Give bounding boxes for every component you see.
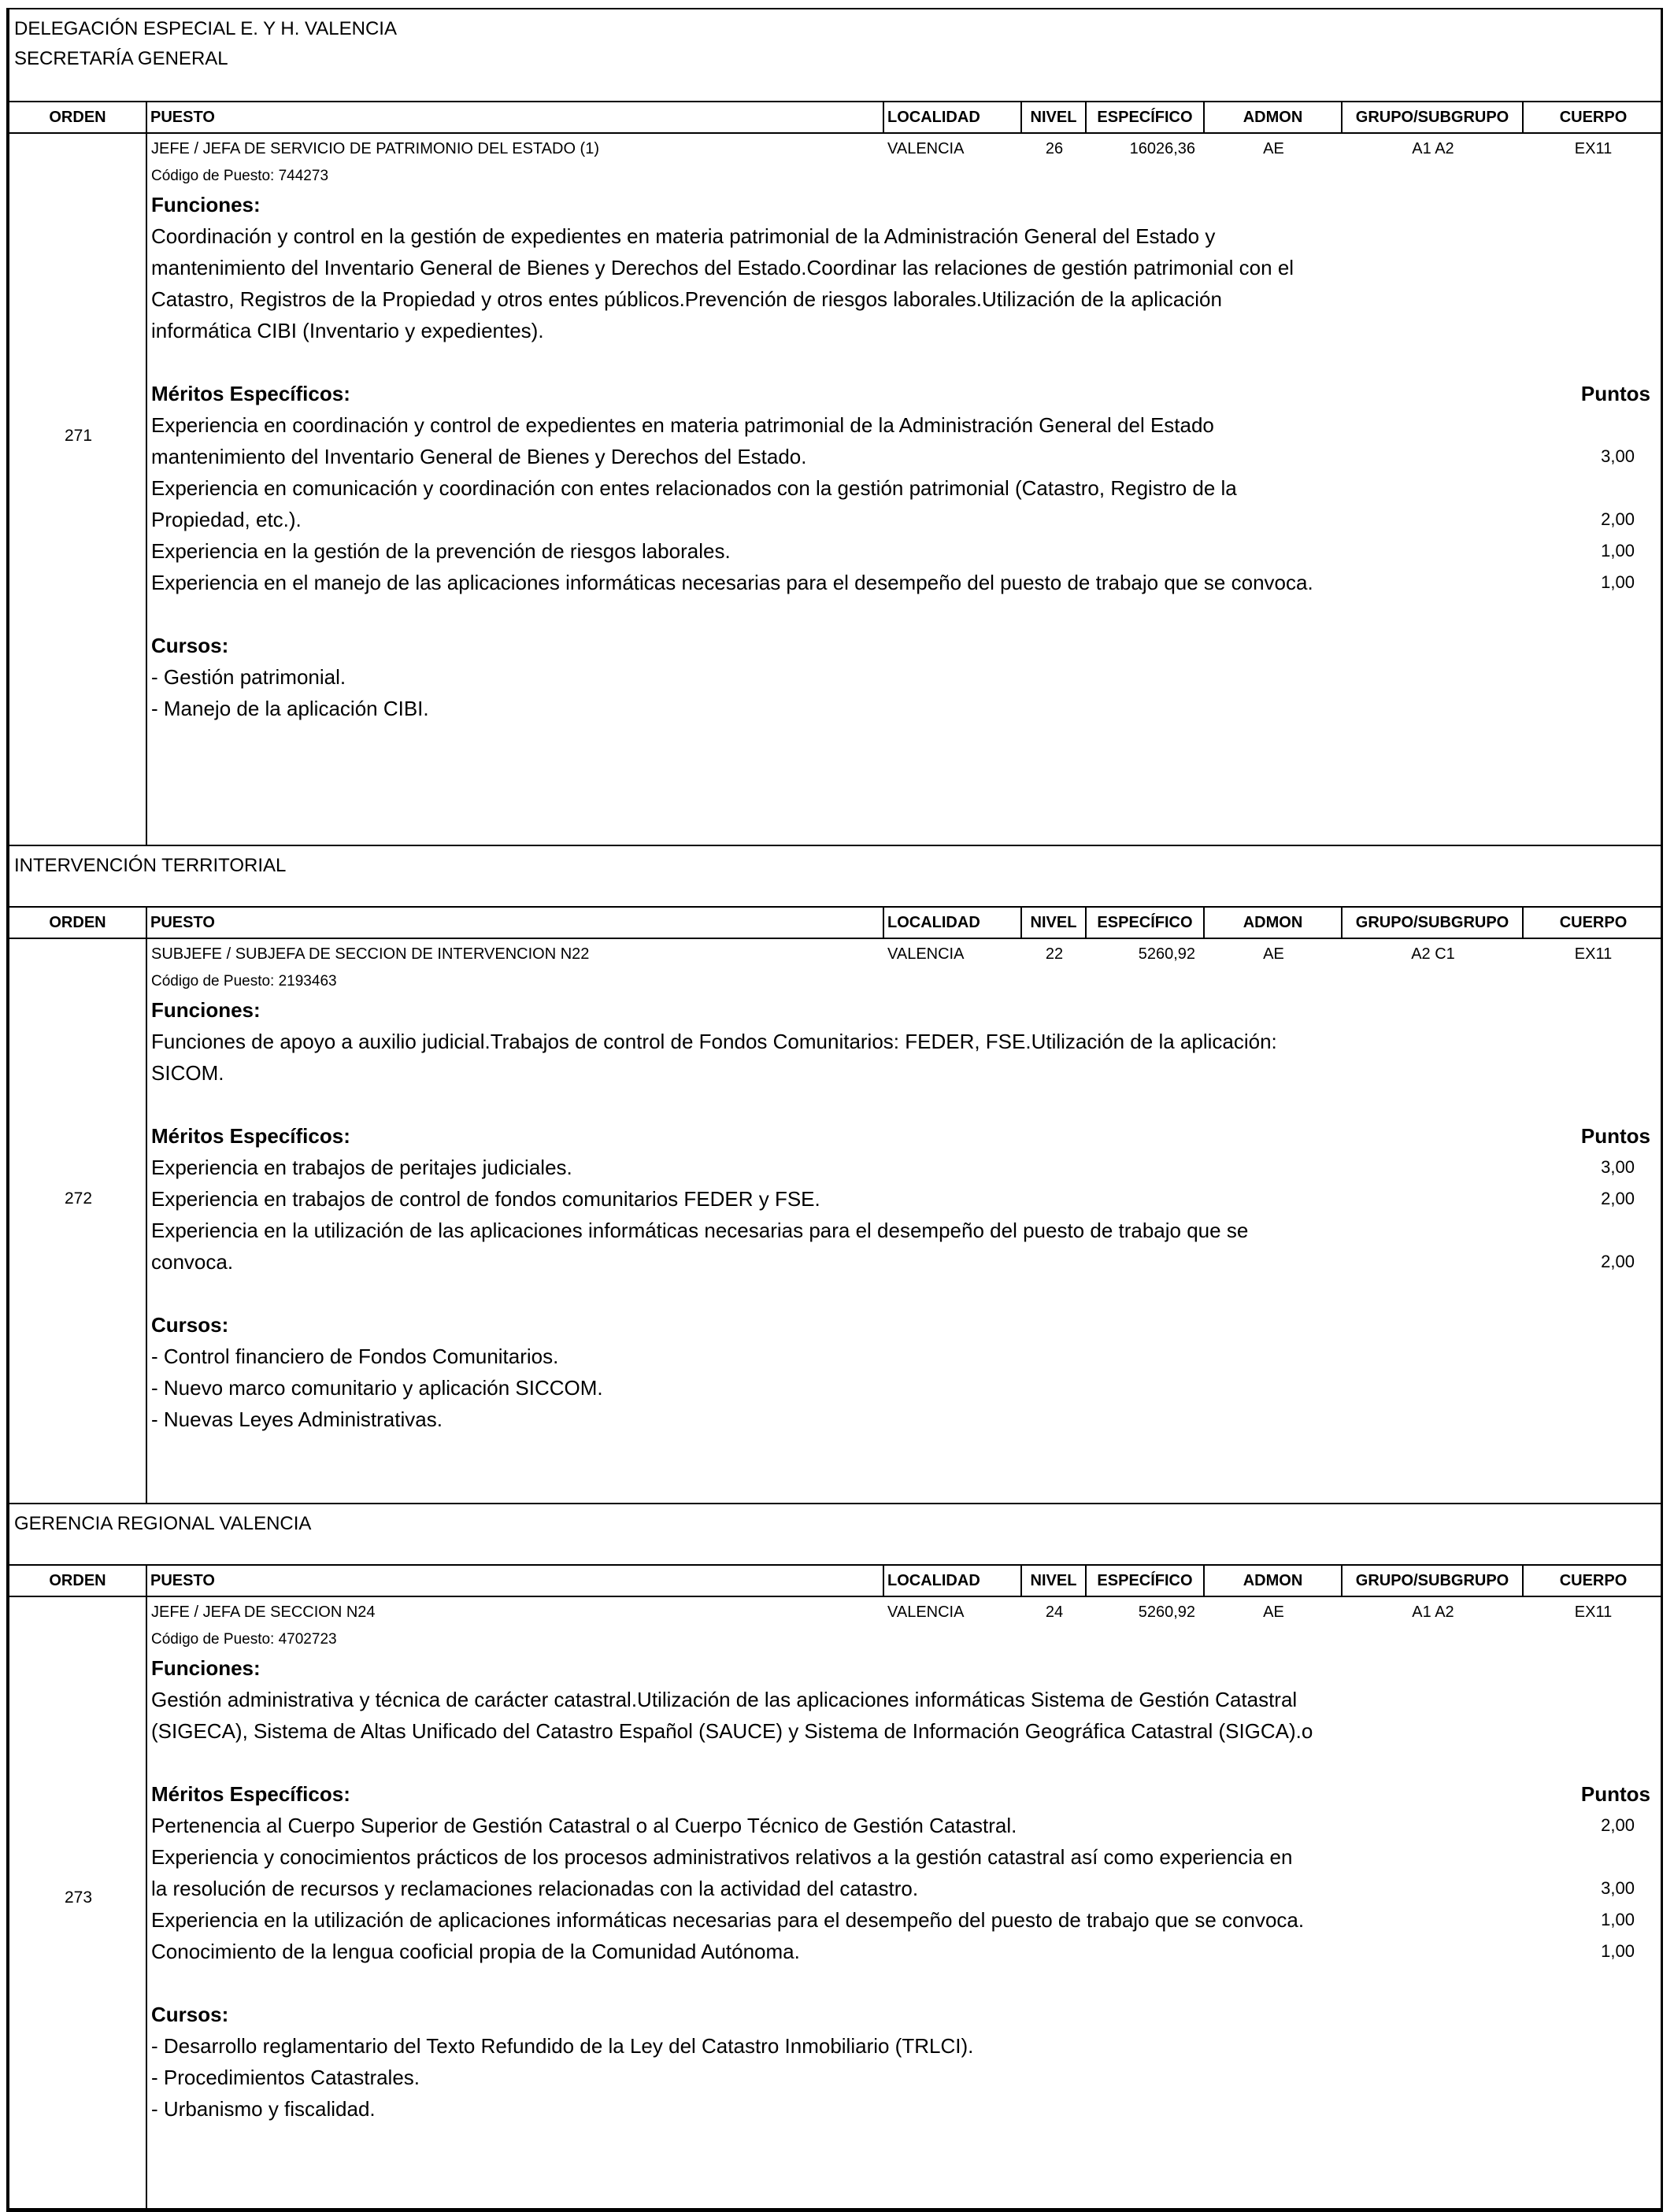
merito-puntos: 3,00: [1601, 446, 1635, 466]
grupo-value: A2 C1: [1411, 945, 1455, 963]
localidad-value: VALENCIA: [887, 140, 965, 157]
spacer: [150, 1089, 1661, 1120]
merito-line: Experiencia en trabajos de control de fondos comunitarios FEDER y FSE.: [151, 1187, 820, 1211]
funciones-line: (SIGECA), Sistema de Altas Unificado del Catastro Español (SAUCE) y Sistema de Información Geográfica Catastral (SIGCA).o: [151, 1719, 1313, 1743]
job-listing-document: [6, 8, 1663, 2212]
merito-puntos: 1,00: [1601, 572, 1635, 592]
curso-item: - Control financiero de Fondos Comunitarios.: [151, 1345, 559, 1368]
curso-item: - Urbanismo y fiscalidad.: [151, 2097, 376, 2121]
column-header: PUESTO: [147, 908, 884, 938]
meritos-header: [150, 1778, 1650, 1810]
merito-item: [150, 1841, 1650, 1904]
nivel-value: 22: [1045, 945, 1064, 963]
merito-text: [150, 1904, 1380, 1936]
curso-item: - Nuevo marco comunitario y aplicación SICCOM.: [151, 1376, 603, 1400]
localidad-value: VALENCIA: [887, 945, 965, 963]
column-header-row: [9, 908, 1661, 939]
merito-text: [150, 1152, 1380, 1183]
column-header: ADMON: [1205, 102, 1343, 132]
column-header: CUERPO: [1559, 109, 1628, 126]
funciones-line: SICOM.: [151, 1061, 224, 1085]
meritos-heading: Méritos Específicos:: [151, 382, 350, 405]
column-header: ESPECÍFICO: [1087, 102, 1205, 132]
spacer: [150, 1278, 1661, 1309]
curso-item: - Gestión patrimonial.: [151, 665, 346, 689]
column-header: ADMON: [1205, 1566, 1343, 1596]
meritos-header: [150, 1120, 1650, 1152]
column-header: GRUPO/SUBGRUPO: [1343, 908, 1524, 938]
admon-value: AE: [1263, 1604, 1284, 1621]
spacer: [150, 598, 1661, 630]
merito-line: convoca.: [151, 1250, 234, 1274]
puntos-heading: Puntos: [1580, 1124, 1650, 1148]
position-summary-row: [150, 137, 1661, 164]
cuerpo-value: EX11: [1574, 1604, 1613, 1621]
section-title: [9, 846, 1661, 908]
column-header: ADMON: [1205, 908, 1343, 938]
spacer: [150, 1967, 1661, 1999]
merito-text: [150, 472, 1380, 535]
column-header: CUERPO: [1559, 914, 1628, 931]
funciones-line: Gestión administrativa y técnica de carácter catastral.Utilización de las aplicaciones informáticas Sistema de Gestión Catastral: [151, 1688, 1298, 1711]
orden-column: [9, 1597, 147, 2208]
merito-text: [150, 1215, 1380, 1278]
funciones-heading: Funciones:: [151, 193, 261, 216]
funciones-line: Funciones de apoyo a auxilio judicial.Trabajos de control de Fondos Comunitarios: FEDER, FSE.Utilización de la aplicación:: [151, 1030, 1277, 1053]
merito-puntos: 2,00: [1601, 509, 1635, 529]
position-content: [150, 939, 1661, 1435]
column-header: ESPECÍFICO: [1087, 908, 1205, 938]
admon-value: AE: [1263, 945, 1284, 963]
position-content: [150, 134, 1661, 724]
merito-puntos: 2,00: [1601, 1815, 1635, 1835]
section-title: [9, 9, 1661, 102]
column-header-row: [9, 102, 1661, 134]
merito-item: [150, 535, 1650, 567]
merito-item: [150, 1810, 1650, 1841]
funciones-heading: Funciones:: [151, 1656, 261, 1680]
merito-text: [150, 409, 1380, 472]
merito-puntos: 3,00: [1601, 1157, 1635, 1177]
curso-item: - Nuevas Leyes Administrativas.: [151, 1407, 443, 1431]
localidad-value: VALENCIA: [887, 1604, 965, 1621]
position-entry: [9, 1597, 1661, 2210]
column-header: ORDEN: [9, 1566, 147, 1596]
column-header: NIVEL: [1022, 908, 1087, 938]
puntos-heading: Puntos: [1580, 1782, 1650, 1806]
merito-text: [150, 567, 1380, 598]
merito-item: [150, 409, 1650, 472]
position-entry: [9, 939, 1661, 1504]
codigo-puesto: Código de Puesto: 4702723: [151, 1631, 337, 1648]
funciones-line: Catastro, Registros de la Propiedad y otros entes públicos.Prevención de riesgos laborales.Utilización de la aplicación: [151, 287, 1222, 311]
position-content: [150, 1597, 1661, 2125]
codigo-puesto: Código de Puesto: 2193463: [151, 973, 337, 989]
grupo-value: A1 A2: [1412, 1604, 1454, 1621]
merito-text: [150, 1183, 1380, 1215]
position-entry: [9, 134, 1661, 846]
merito-puntos: 3,00: [1601, 1878, 1635, 1898]
column-header: PUESTO: [147, 1566, 884, 1596]
cuerpo-value: EX11: [1574, 140, 1613, 157]
funciones-line: informática CIBI (Inventario y expedientes).: [151, 319, 544, 342]
merito-line: Experiencia en la utilización de las aplicaciones informáticas necesarias para el desempeño del puesto de trabajo que se: [151, 1219, 1249, 1242]
nivel-value: 24: [1045, 1604, 1064, 1621]
merito-line: la resolución de recursos y reclamaciones relacionadas con la actividad del catastro.: [151, 1877, 919, 1900]
merito-text: [150, 535, 1380, 567]
merito-line: Experiencia en el manejo de las aplicaciones informáticas necesarias para el desempeño del puesto de trabajo que se convoca.: [151, 571, 1313, 594]
merito-text: [150, 1936, 1380, 1967]
meritos-heading: Méritos Específicos:: [151, 1124, 350, 1148]
merito-puntos: 2,00: [1601, 1189, 1635, 1208]
cursos-heading: Cursos:: [151, 634, 229, 657]
merito-line: Experiencia en la utilización de aplicaciones informáticas necesarias para el desempeño del puesto de trabajo que se convoca.: [151, 1908, 1305, 1932]
merito-puntos: 1,00: [1601, 541, 1635, 560]
spacer: [150, 1747, 1661, 1778]
column-header: LOCALIDAD: [884, 102, 1022, 132]
merito-item: [150, 1215, 1650, 1278]
merito-line: Pertenencia al Cuerpo Superior de Gestión Catastral o al Cuerpo Técnico de Gestión Catastral.: [151, 1814, 1017, 1837]
merito-text: [150, 1841, 1380, 1904]
position-title: JEFE / JEFA DE SERVICIO DE PATRIMONIO DEL ESTADO (1): [151, 140, 599, 157]
column-header: LOCALIDAD: [884, 1566, 1022, 1596]
orden-column: [9, 939, 147, 1503]
merito-puntos: 1,00: [1601, 1910, 1635, 1929]
section-title-line: DELEGACIÓN ESPECIAL E. Y H. VALENCIA: [14, 18, 397, 39]
merito-line: Experiencia en la gestión de la prevención de riesgos laborales.: [151, 539, 731, 563]
column-header: CUERPO: [1559, 1572, 1628, 1589]
meritos-heading: Méritos Específicos:: [151, 1782, 350, 1806]
cuerpo-value: EX11: [1574, 945, 1613, 963]
funciones-line: Coordinación y control en la gestión de expedientes en materia patrimonial de la Administración General del Estado y: [151, 224, 1216, 248]
orden-column: [9, 134, 147, 845]
orden-number: 271: [64, 427, 93, 445]
puntos-heading: Puntos: [1580, 382, 1650, 405]
cursos-heading: Cursos:: [151, 1313, 229, 1337]
nivel-value: 26: [1045, 140, 1064, 157]
merito-item: [150, 1183, 1650, 1215]
column-header: ORDEN: [9, 908, 147, 938]
section-title-line: INTERVENCIÓN TERRITORIAL: [14, 855, 287, 876]
merito-line: Experiencia en trabajos de peritajes judiciales.: [151, 1156, 572, 1179]
position-summary-row: [150, 1600, 1661, 1627]
merito-item: [150, 1936, 1650, 1967]
codigo-puesto: Código de Puesto: 744273: [151, 168, 329, 184]
merito-item: [150, 1152, 1650, 1183]
cursos-heading: Cursos:: [151, 2003, 229, 2026]
especifico-value: 16026,36: [1129, 140, 1195, 157]
curso-item: - Desarrollo reglamentario del Texto Refundido de la Ley del Catastro Inmobiliario (TRLCI).: [151, 2034, 974, 2058]
meritos-header: [150, 378, 1650, 409]
column-header: LOCALIDAD: [884, 908, 1022, 938]
curso-item: - Procedimientos Catastrales.: [151, 2066, 420, 2089]
merito-item: [150, 472, 1650, 535]
column-header: ESPECÍFICO: [1087, 1566, 1205, 1596]
section-title: [9, 1504, 1661, 1566]
column-header-row: [9, 1566, 1661, 1597]
merito-text: [150, 1810, 1380, 1841]
column-header: NIVEL: [1022, 1566, 1087, 1596]
curso-item: - Manejo de la aplicación CIBI.: [151, 697, 429, 720]
spacer: [150, 346, 1661, 378]
merito-line: Experiencia en comunicación y coordinación con entes relacionados con la gestión patrimonial (Catastro, Registro de la: [151, 476, 1237, 500]
merito-line: Propiedad, etc.).: [151, 508, 302, 531]
column-header: ORDEN: [9, 102, 147, 132]
column-header: NIVEL: [1022, 102, 1087, 132]
position-title: JEFE / JEFA DE SECCION N24: [151, 1604, 376, 1621]
position-title: SUBJEFE / SUBJEFA DE SECCION DE INTERVENCION N22: [151, 945, 590, 963]
admon-value: AE: [1263, 140, 1284, 157]
funciones-line: mantenimiento del Inventario General de Bienes y Derechos del Estado.Coordinar las relaciones de gestión patrimonial con el: [151, 256, 1294, 279]
especifico-value: 5260,92: [1138, 945, 1195, 963]
merito-line: Experiencia y conocimientos prácticos de los procesos administrativos relativos a la gestión catastral así como experiencia en: [151, 1845, 1293, 1869]
merito-item: [150, 567, 1650, 598]
column-header: GRUPO/SUBGRUPO: [1343, 102, 1524, 132]
orden-number: 273: [64, 1888, 93, 1907]
merito-item: [150, 1904, 1650, 1936]
merito-line: mantenimiento del Inventario General de Bienes y Derechos del Estado.: [151, 445, 807, 468]
orden-number: 272: [64, 1189, 93, 1208]
merito-line: Experiencia en coordinación y control de expedientes en materia patrimonial de la Administración General del Estado: [151, 413, 1214, 437]
merito-line: Conocimiento de la lengua cooficial propia de la Comunidad Autónoma.: [151, 1940, 800, 1963]
column-header: GRUPO/SUBGRUPO: [1343, 1566, 1524, 1596]
position-summary-row: [150, 942, 1661, 969]
merito-puntos: 1,00: [1601, 1941, 1635, 1961]
funciones-heading: Funciones:: [151, 998, 261, 1022]
especifico-value: 5260,92: [1138, 1604, 1195, 1621]
section-title-line: GERENCIA REGIONAL VALENCIA: [14, 1513, 312, 1534]
section-title-line: SECRETARÍA GENERAL: [14, 48, 228, 69]
grupo-value: A1 A2: [1412, 140, 1454, 157]
column-header: PUESTO: [147, 102, 884, 132]
merito-puntos: 2,00: [1601, 1252, 1635, 1271]
